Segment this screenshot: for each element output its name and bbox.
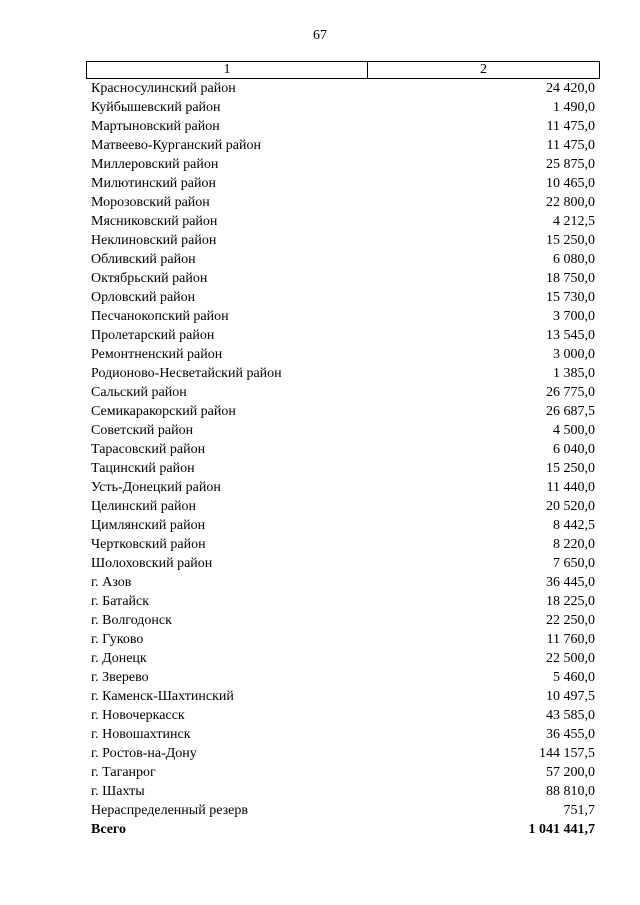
table-row [86,554,600,573]
table-row [86,136,600,155]
table-row [86,345,600,364]
table-row [86,193,600,212]
total-label: Всего [91,822,126,837]
column-header-2: 2 [480,62,487,77]
table-row [86,79,600,98]
district-name: Куйбышевский район [91,100,221,115]
table-row [86,725,600,744]
district-name: Мартыновский район [91,119,220,134]
table-row [86,630,600,649]
district-amount: 11 440,0 [546,480,595,495]
district-name: Обливский район [91,252,196,267]
district-name: Тацинский район [91,461,195,476]
district-name: Миллеровский район [91,157,219,172]
district-amount: 8 442,5 [553,518,595,533]
table-row [86,250,600,269]
district-name: Милютинский район [91,176,217,191]
district-name: г. Гуково [91,632,144,647]
district-name: г. Таганрог [91,765,156,780]
district-amount: 8 220,0 [553,537,595,552]
district-amount: 6 040,0 [553,442,595,457]
district-name: Тарасовский район [91,442,206,457]
district-amount: 15 250,0 [546,233,595,248]
table-row [86,383,600,402]
table-row [86,117,600,136]
district-amount: 26 775,0 [546,385,595,400]
district-amount: 1 490,0 [553,100,595,115]
district-name: Чертковский район [91,537,206,552]
table-row [86,706,600,725]
district-name: Родионово-Несветайский район [91,366,282,381]
district-name: г. Донецк [91,651,147,666]
district-amount: 43 585,0 [546,708,595,723]
district-name: Красносулинский район [91,81,236,96]
district-amount: 22 500,0 [546,651,595,666]
table-row [86,402,600,421]
district-amount: 10 497,5 [546,689,595,704]
district-amount: 88 810,0 [546,784,595,799]
table-row [86,155,600,174]
table-row [86,668,600,687]
table-row [86,801,600,820]
district-name: Советский район [91,423,194,438]
district-amount: 20 520,0 [546,499,595,514]
district-amount: 26 687,5 [546,404,595,419]
district-name: г. Волгодонск [91,613,172,628]
table-row [86,231,600,250]
district-name: Цимлянский район [91,518,206,533]
district-amount: 24 420,0 [546,81,595,96]
district-amount: 18 750,0 [546,271,595,286]
district-name: Октябрьский район [91,271,208,286]
table-row [86,782,600,801]
district-amount: 144 157,5 [539,746,595,761]
district-name: Неклиновский район [91,233,217,248]
district-amount: 4 212,5 [553,214,595,229]
district-name: г. Батайск [91,594,150,609]
table-header-row [86,61,600,79]
table-row [86,535,600,554]
table-row [86,269,600,288]
column-header-1: 1 [87,62,368,78]
district-name: Матвеево-Курганский район [91,138,261,153]
district-name: Морозовский район [91,195,210,210]
district-name: Шолоховский район [91,556,213,571]
district-amount: 22 250,0 [546,613,595,628]
district-name: г. Каменск-Шахтинский [91,689,234,704]
district-amount: 15 250,0 [546,461,595,476]
district-name: Ремонтненский район [91,347,223,362]
table-row [86,497,600,516]
district-name: г. Азов [91,575,132,590]
district-name: Нераспределенный резерв [91,803,248,818]
district-amount: 3 000,0 [553,347,595,362]
table-row [86,516,600,535]
table-row [86,288,600,307]
table-row [86,573,600,592]
district-amount: 3 700,0 [553,309,595,324]
table-row [86,174,600,193]
page-number: 67 [313,28,327,43]
district-amount: 13 545,0 [546,328,595,343]
district-amount: 22 800,0 [546,195,595,210]
table-row [86,592,600,611]
table-row [86,649,600,668]
district-name: Целинский район [91,499,196,514]
district-amount: 11 760,0 [546,632,595,647]
total-value: 1 041 441,7 [528,822,595,837]
table-row [86,459,600,478]
table-row [86,687,600,706]
table-row [86,364,600,383]
table-total-row [86,820,600,839]
district-name: Сальский район [91,385,187,400]
district-amount: 25 875,0 [546,157,595,172]
district-amount: 36 455,0 [546,727,595,742]
district-amount: 18 225,0 [546,594,595,609]
district-amount: 751,7 [563,803,595,818]
district-name: г. Новочеркасск [91,708,185,723]
district-amount: 57 200,0 [546,765,595,780]
district-name: Пролетарский район [91,328,215,343]
table-row [86,98,600,117]
district-amount: 36 445,0 [546,575,595,590]
district-amount: 11 475,0 [546,138,595,153]
district-amount: 4 500,0 [553,423,595,438]
district-name: г. Зверево [91,670,149,685]
table-row [86,326,600,345]
district-amount: 7 650,0 [553,556,595,571]
district-name: Семикаракорский район [91,404,236,419]
district-amount: 10 465,0 [546,176,595,191]
table-row [86,212,600,231]
district-name: Мясниковский район [91,214,218,229]
table-row [86,611,600,630]
district-name: Орловский район [91,290,196,305]
allocation-table [86,61,600,839]
district-name: г. Новошахтинск [91,727,191,742]
district-name: г. Шахты [91,784,145,799]
table-row [86,307,600,326]
district-amount: 1 385,0 [553,366,595,381]
table-body [86,79,600,820]
district-amount: 15 730,0 [546,290,595,305]
table-row [86,440,600,459]
table-row [86,744,600,763]
district-name: Песчанокопский район [91,309,229,324]
district-amount: 6 080,0 [553,252,595,267]
district-name: Усть-Донецкий район [91,480,221,495]
table-row [86,421,600,440]
district-amount: 5 460,0 [553,670,595,685]
table-row [86,763,600,782]
district-name: г. Ростов-на-Дону [91,746,197,761]
district-amount: 11 475,0 [546,119,595,134]
table-row [86,478,600,497]
